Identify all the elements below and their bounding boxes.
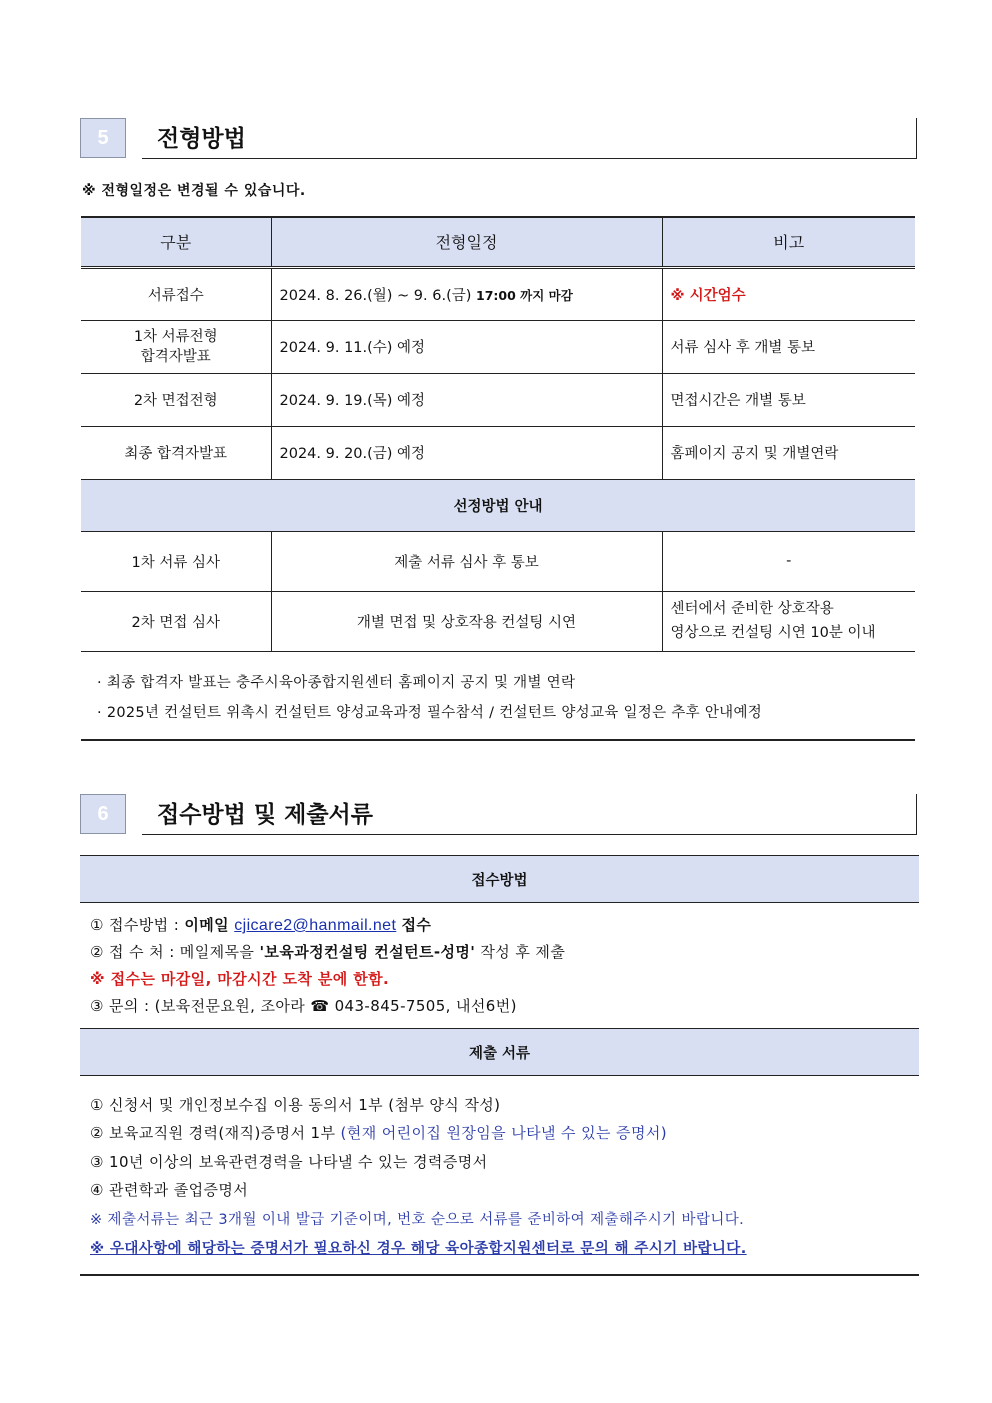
- section-6-header: [80, 794, 917, 836]
- selection-band: 선정방법 안내: [81, 479, 915, 531]
- notice-bullets: [81, 655, 915, 741]
- selection-remark: -: [662, 531, 915, 591]
- row-date: 2024. 9. 20.(금) 예정: [271, 426, 662, 479]
- item-text: ② 보육교직원 경력(재직)증명서 1부: [90, 1124, 341, 1142]
- category-line: 합격자발표: [140, 348, 211, 365]
- receipt-method-line: [90, 914, 431, 935]
- header-schedule: 전형일정: [271, 217, 662, 267]
- category-line: 1차 서류전형: [133, 328, 218, 345]
- row-category: 최종 합격자발표: [81, 426, 271, 479]
- row-category: 서류접수: [81, 267, 271, 320]
- section-end-rule: [80, 1274, 919, 1276]
- inquiry-line: ③ 문의 : (보육전문요원, 조아라 ☎ 043-845-7505, 내선6번): [90, 997, 517, 1015]
- deadline-text: 17:00 까지 마감: [476, 287, 573, 303]
- documents-band: 제출 서류: [80, 1028, 919, 1076]
- table-row: [81, 267, 915, 320]
- schedule-change-note: ※ 전형일정은 변경될 수 있습니다.: [82, 183, 306, 199]
- table-row: [81, 426, 915, 479]
- table-row: [81, 373, 915, 426]
- document-item: [90, 1122, 667, 1143]
- preference-note: ※ 우대사항에 해당하는 증명서가 필요하신 경우 해당 육아종합지원센터로 문의 해 주시기 바랍니다.: [90, 1241, 747, 1257]
- table-row: [81, 591, 915, 651]
- row-date: 2024. 9. 11.(수) 예정: [271, 320, 662, 373]
- document-item: ④ 관련학과 졸업증명서: [90, 1181, 249, 1199]
- mail-subject: '보육과정컨설팅 컨설턴트-성명': [259, 943, 476, 961]
- email-label: 이메일: [184, 916, 230, 934]
- row-remark: 서류 심사 후 개별 통보: [662, 320, 915, 373]
- email-link[interactable]: cjicare2@hanmail.net: [234, 917, 397, 934]
- row-date: [271, 267, 662, 320]
- section-title: 접수방법 및 제출서류: [157, 802, 373, 828]
- table-row: [81, 531, 915, 591]
- section-title: 전형방법: [157, 126, 246, 152]
- receipt-place-line: [90, 941, 565, 962]
- bullet-item: · 최종 합격자 발표는 충주시육아종합지원센터 홈페이지 공지 및 개별 연락: [97, 675, 576, 691]
- selection-method: 개별 면접 및 상호작용 컨설팅 시연: [271, 591, 662, 651]
- row-category: [81, 320, 271, 373]
- label-text: ① 접수방법 :: [90, 916, 185, 934]
- receipt-method-band: 접수방법: [80, 855, 919, 903]
- selection-remark: [662, 591, 915, 651]
- item-note: (현재 어린이집 원장임을 나타낼 수 있는 증명서): [340, 1124, 667, 1142]
- selection-band-row: [81, 479, 915, 531]
- label-text: ② 접 수 처 : 메일제목을: [90, 943, 260, 961]
- header-remark: 비고: [662, 217, 915, 267]
- header-category: 구분: [81, 217, 271, 267]
- row-date: 2024. 9. 19.(목) 예정: [271, 373, 662, 426]
- document-item: ③ 10년 이상의 보육관련경력을 나타낼 수 있는 경력증명서: [90, 1153, 488, 1171]
- section-number-badge: 6: [80, 794, 126, 834]
- table-header-row: [81, 217, 915, 267]
- selection-category: 2차 면접 심사: [81, 591, 271, 651]
- suffix-text: 작성 후 제출: [475, 943, 566, 961]
- section-title-frame: [142, 794, 917, 835]
- row-remark: 홈페이지 공지 및 개별연락: [662, 426, 915, 479]
- schedule-table: [81, 216, 915, 652]
- section-number-badge: 5: [80, 118, 126, 158]
- row-remark: ※ 시간엄수: [662, 267, 915, 320]
- documents-note: ※ 제출서류는 최근 3개월 이내 발급 기준이며, 번호 순으로 서류를 준비하여 제출해주시기 바랍니다.: [90, 1212, 745, 1228]
- date-text: 2024. 8. 26.(월) ~ 9. 6.(금): [279, 287, 472, 304]
- document-item: ① 신청서 및 개인정보수집 이용 동의서 1부 (첨부 양식 작성): [90, 1096, 501, 1114]
- selection-method: 제출 서류 심사 후 통보: [271, 531, 662, 591]
- row-remark: 면접시간은 개별 통보: [662, 373, 915, 426]
- deadline-warning: ※ 접수는 마감일, 마감시간 도착 분에 한함.: [90, 970, 390, 988]
- section-5-header: [80, 118, 917, 160]
- bullet-item: · 2025년 컨설턴트 위촉시 컨설턴트 양성교육과정 필수참석 / 컨설턴트 양성교육 일정은 추후 안내예정: [97, 705, 763, 721]
- receipt-suffix: 접수: [401, 916, 432, 934]
- section-title-frame: [142, 118, 917, 159]
- table-row: [81, 320, 915, 373]
- row-category: 2차 면접전형: [81, 373, 271, 426]
- remark-line: 영상으로 컨설팅 시연 10분 이내: [670, 625, 876, 641]
- remark-line: 센터에서 준비한 상호작용: [670, 601, 834, 617]
- selection-category: 1차 서류 심사: [81, 531, 271, 591]
